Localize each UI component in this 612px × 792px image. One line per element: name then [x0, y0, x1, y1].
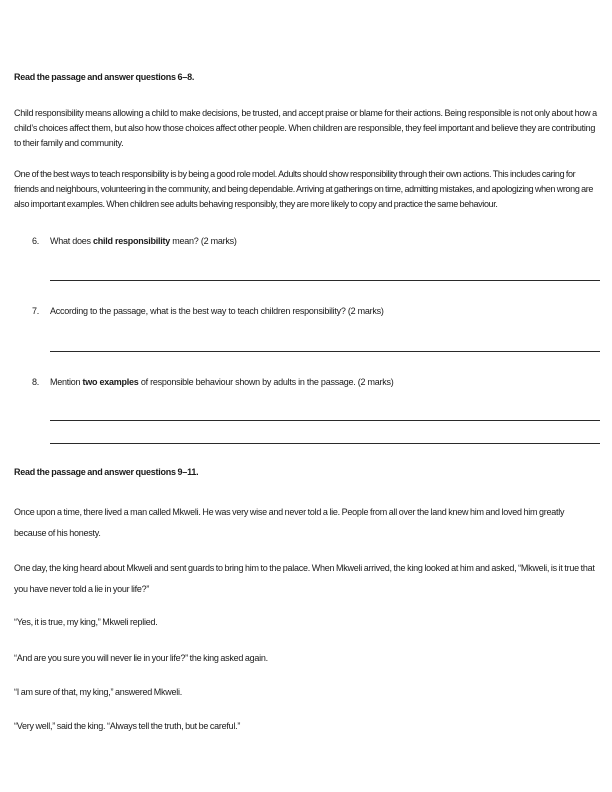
question-number: 8.: [32, 377, 40, 387]
story-dialogue: “Yes, it is true, my king,” Mkweli replied.: [14, 617, 158, 627]
story-dialogue: “And are you sure you will never lie in your life?” the king asked again.: [14, 653, 268, 663]
answer-line[interactable]: [50, 280, 600, 281]
section-heading-6-8: Read the passage and answer questions 6–8.: [14, 72, 195, 82]
answer-line[interactable]: [50, 420, 600, 421]
story-paragraph: One day, the king heard about Mkweli and sent guards to bring him to the palace. When Mkweli arrived, the king looked at him and asked, “Mkweli, is it true that you have never told a lie in your life?”: [14, 563, 595, 594]
bold-term: child responsibility: [93, 236, 171, 246]
answer-line[interactable]: [50, 351, 600, 352]
passage-paragraph: Child responsibility means allowing a child to make decisions, be trusted, and accept praise or blame for their actions. Being responsible is not only about how a child’s choices affect them, but also how those choices affect other people. When children are responsible, they feel important and believe they are contributing to their family and community.: [14, 108, 597, 148]
question-number: 6.: [32, 236, 40, 246]
question-8: 8. Mention two examples of responsible behaviour shown by adults in the passage. (2 marks): [32, 377, 394, 387]
question-number: 7.: [32, 306, 40, 316]
question-6: 6. What does child responsibility mean? (2 marks): [32, 236, 237, 246]
answer-line[interactable]: [50, 443, 600, 444]
passage-paragraph: One of the best ways to teach responsibility is by being a good role model. Adults should show responsibility through their own actions. This includes caring for friends and neighbours, volunteering in the community, and being dependable. Arriving at gatherings on time, admitting mistakes, and apologizing when wrong are also important examples. When children see adults behaving responsibly, they are more likely to copy and practice the same behaviour.: [14, 169, 594, 209]
story-paragraph: Once upon a time, there lived a man called Mkweli. He was very wise and never told a lie. People from all over the land knew him and loved him greatly because of his honesty.: [14, 507, 565, 538]
question-7: 7. According to the passage, what is the best way to teach children responsibility? (2 marks): [32, 306, 384, 316]
story-dialogue: “Very well,” said the king. “Always tell the truth, but be careful.”: [14, 721, 241, 731]
bold-term: two examples: [82, 377, 139, 387]
section-heading-9-11: Read the passage and answer questions 9–11.: [14, 467, 199, 477]
story-dialogue: “I am sure of that, my king,” answered Mkweli.: [14, 687, 183, 697]
